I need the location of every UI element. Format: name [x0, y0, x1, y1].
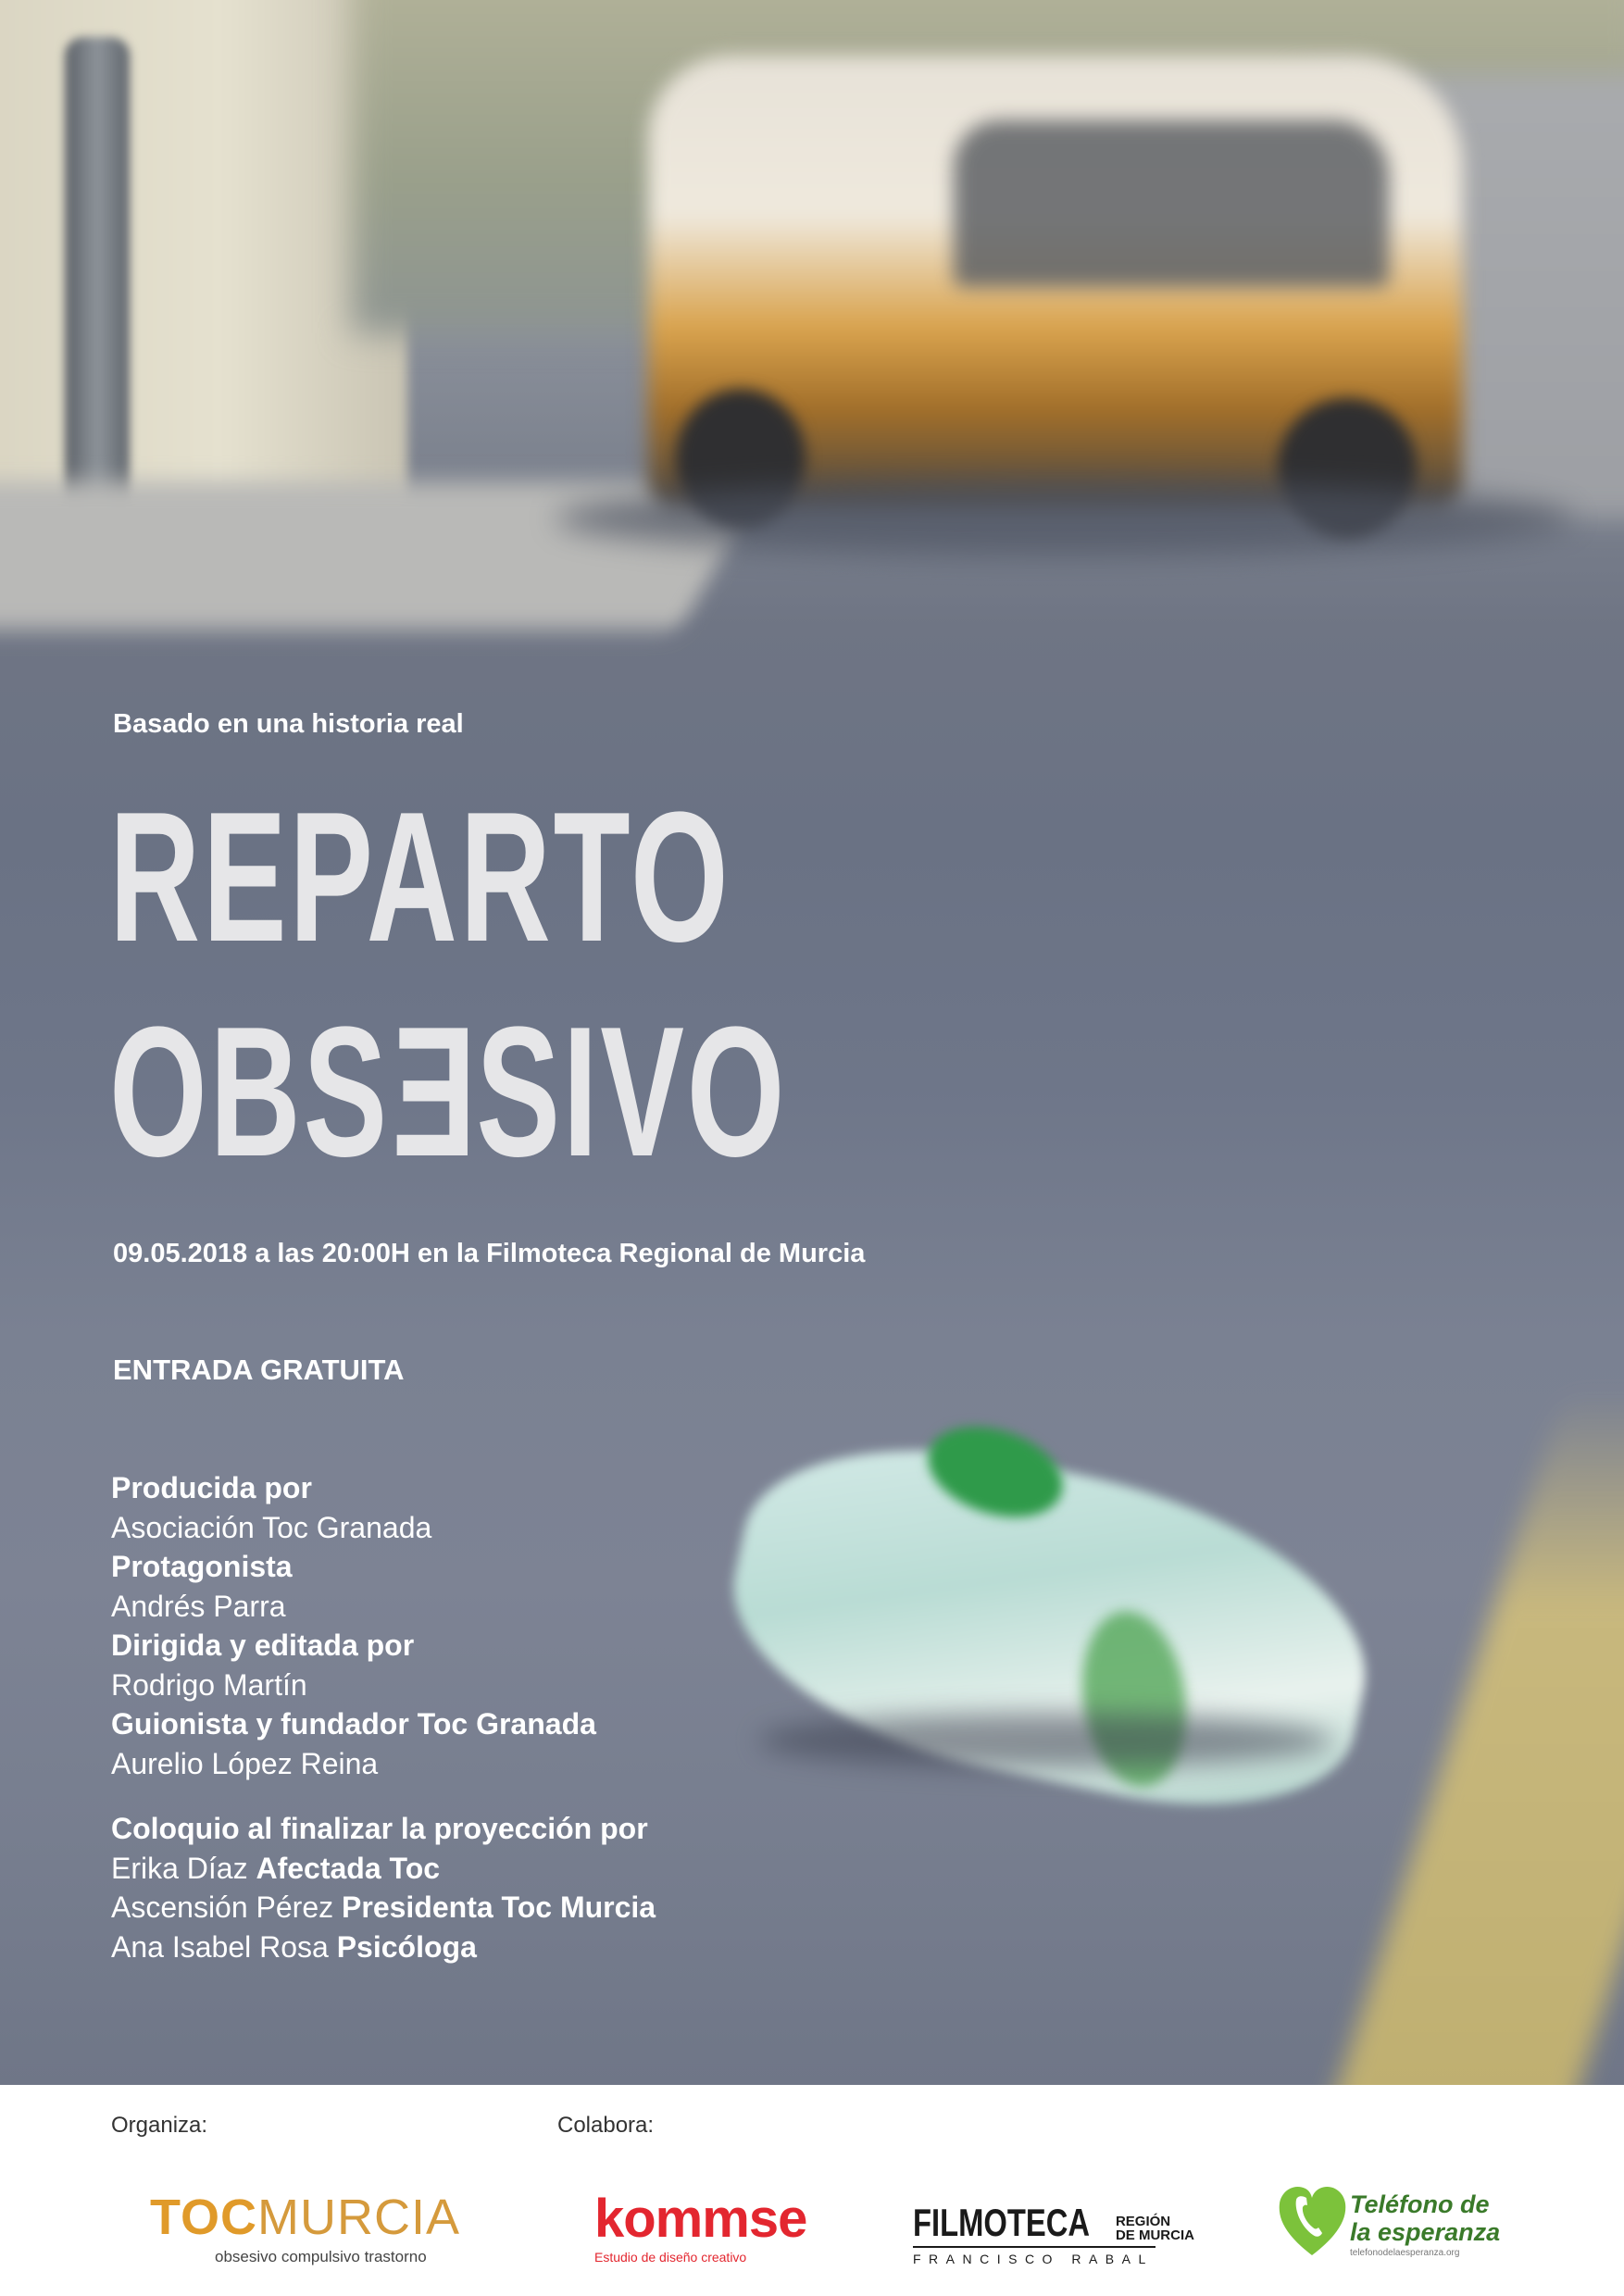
filmoteca-divider: [913, 2246, 1156, 2248]
speaker-line: [111, 1849, 656, 1889]
filmoteca-wordmark: FILMOTECA: [913, 2201, 1091, 2244]
title-line-2: [109, 989, 788, 1195]
speaker-name: Ascensión Pérez: [111, 1890, 334, 1924]
speaker-role: Psicóloga: [336, 1929, 477, 1964]
heart-phone-icon: [1276, 2181, 1348, 2259]
toc-murcia-subtitle: obsesivo compulsivo trastorno: [215, 2248, 427, 2265]
tagline: Basado en una historia real: [113, 709, 464, 739]
credits-block: [111, 1468, 656, 1966]
road-line-shape: [1324, 1389, 1624, 2085]
colabora-label: Colabora:: [557, 2113, 655, 2138]
van-window-shape: [954, 120, 1389, 287]
filmoteca-logo: [913, 2203, 1194, 2266]
credit-name: Asociación Toc Granada: [111, 1510, 432, 1544]
kommse-subtitle: Estudio de diseño creativo: [594, 2250, 747, 2265]
filmoteca-top-row: [913, 2203, 1194, 2242]
murcia-wordmark: MURCIA: [257, 2190, 461, 2245]
speaker-line: [111, 1888, 656, 1928]
telefono-url: telefonodelaesperanza.org: [1350, 2248, 1460, 2258]
credit-name: Andrés Parra: [111, 1589, 286, 1623]
title-line-2-end: SIVO: [476, 989, 788, 1195]
filmoteca-subtitle: FRANCISCO RABAL: [913, 2252, 1154, 2266]
event-info: 09.05.2018 a las 20:00H en la Filmoteca Regional de Murcia: [113, 1239, 866, 1268]
speaker-name: Ana Isabel Rosa: [111, 1929, 329, 1964]
wall-shape: [0, 0, 407, 555]
paper-shadow-shape: [759, 1713, 1333, 1768]
telefono-line-1: Teléfono de: [1350, 2190, 1490, 2218]
filmoteca-region-line2: DE MURCIA: [1115, 2227, 1194, 2243]
road-shadow-shape: [556, 481, 1574, 555]
telefono-line-2: la esperanza: [1350, 2218, 1501, 2246]
credit-role: Guionista y fundador Toc Granada: [111, 1707, 596, 1741]
speaker-line: [111, 1928, 656, 1967]
organiza-label: Organiza:: [111, 2113, 208, 2138]
spacer: [111, 1783, 656, 1809]
entry-label: ENTRADA GRATUITA: [113, 1354, 405, 1386]
credit-name: Rodrigo Martín: [111, 1667, 307, 1702]
kommse-logo: [594, 2189, 807, 2265]
credit-role: Dirigida y editada por: [111, 1628, 415, 1662]
speaker-role: Afectada Toc: [256, 1851, 441, 1885]
telefono-text: [1350, 2190, 1500, 2258]
title-mirrored-letter: E: [389, 989, 477, 1195]
kommse-wordmark: kommse: [594, 2189, 807, 2249]
credit-role: Producida por: [111, 1471, 312, 1504]
credit-role: Protagonista: [111, 1550, 293, 1583]
speaker-name: Erika Díaz: [111, 1851, 248, 1885]
speaker-role: Presidenta Toc Murcia: [342, 1890, 656, 1924]
title-line-2-start: OBS: [109, 989, 390, 1195]
credit-name: Aurelio López Reina: [111, 1746, 379, 1780]
toc-murcia-wordmark: [150, 2190, 461, 2245]
colloquium-heading: Coloquio al finalizar la proyección por: [111, 1812, 648, 1845]
filmoteca-region: [1116, 2215, 1194, 2242]
title-line-1: [109, 774, 731, 980]
toc-murcia-logo: [150, 2192, 460, 2266]
toc-wordmark: TOC: [150, 2190, 258, 2245]
title-line-1-text: REPARTO: [109, 774, 731, 980]
filmoteca-region-line1: REGIÓN: [1115, 2214, 1171, 2229]
